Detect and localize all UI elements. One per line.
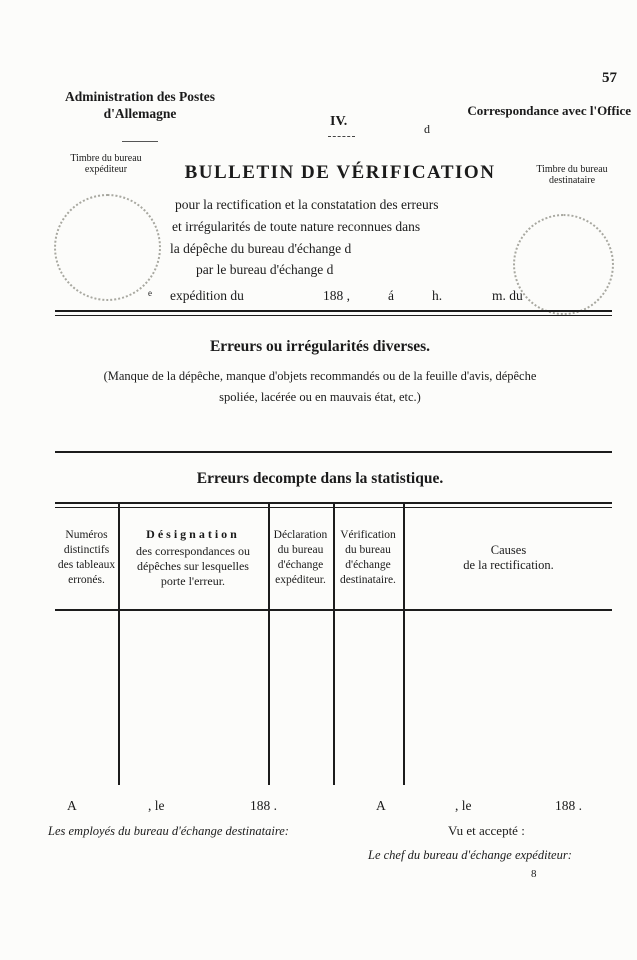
col-header-designation-label: des correspondances ou dépêches sur lesquelles porte l'erreur. xyxy=(136,544,250,588)
intro-line2: et irrégularités de toute nature reconnues dans xyxy=(172,219,421,234)
stamp-left-line2: expéditeur xyxy=(84,164,128,175)
section-numeral: IV. xyxy=(330,114,348,129)
col-header-causes-line1: Causes xyxy=(490,543,527,557)
expedition-ordinal-sup: e xyxy=(148,288,152,298)
stats-top-rule xyxy=(55,451,612,453)
admin-line1: Administration des Postes xyxy=(64,89,215,104)
expedition-year: 188 , xyxy=(323,288,350,303)
correspondence-label: Correspondance avec l'Office xyxy=(467,103,631,118)
expedition-hour: h. xyxy=(432,288,443,303)
sig-right-le: , le xyxy=(455,798,472,813)
section-numeral-underline xyxy=(328,136,355,137)
stamp-area-destinataire xyxy=(513,214,614,315)
form-title: BULLETIN DE VÉRIFICATION xyxy=(184,162,496,183)
expedition-at: á xyxy=(388,288,394,303)
stats-heading: Erreurs decompte dans la statistique. xyxy=(196,470,444,487)
stamp-caption-right xyxy=(512,164,632,186)
admin-block xyxy=(45,88,235,122)
col-header-designation xyxy=(120,508,266,608)
stamp-area-expediteur xyxy=(54,194,161,301)
expedition-line xyxy=(148,288,152,306)
stamp-right-line2: destinataire xyxy=(548,175,596,186)
footer-mark: 8 xyxy=(531,868,537,880)
expedition-min: m. du xyxy=(492,288,523,303)
stamp-caption-left xyxy=(56,153,156,175)
admin-underline xyxy=(122,141,158,142)
col-header-causes-line2: de la rectification. xyxy=(463,558,554,572)
correspondence-blank-d: d xyxy=(424,122,430,136)
admin-line2: d'Allemagne xyxy=(103,106,177,121)
errors-heading: Erreurs ou irrégularités diverses. xyxy=(209,338,431,355)
errors-note-line1: (Manque de la dépêche, manque d'objets recommandés ou de la feuille d'avis, dépêche xyxy=(103,369,537,383)
intro-line3: la dépêche du bureau d'échange d xyxy=(170,241,352,256)
sig-left-le: , le xyxy=(148,798,165,813)
col-header-numeros xyxy=(55,508,118,608)
intro-line4: par le bureau d'échange d xyxy=(196,262,334,277)
col-header-declaration-label: Déclaration du bureau d'échange expéditeur. xyxy=(273,529,328,586)
expedition-label: expédition du xyxy=(170,288,244,303)
intro-line1: pour la rectification et la constatation des erreurs xyxy=(175,197,439,212)
stamp-left-line1: Timbre du bureau xyxy=(70,153,142,164)
page-number: 57 xyxy=(602,70,617,86)
col-header-designation-title: Désignation xyxy=(146,527,240,541)
col-header-causes xyxy=(405,508,612,608)
sig-left-year: 188 . xyxy=(250,798,277,813)
col-header-verification-label: Vérification du bureau d'échange destinataire. xyxy=(340,529,396,586)
header-double-rule xyxy=(55,310,612,316)
sig-right-accepted: Vu et accepté : xyxy=(448,823,525,838)
sig-right-a: A xyxy=(376,798,386,813)
sig-left-role: Les employés du bureau d'échange destinataire: xyxy=(48,824,289,838)
sig-right-role: Le chef du bureau d'échange expéditeur: xyxy=(368,848,572,862)
col-header-verification xyxy=(335,508,401,608)
stamp-right-line1: Timbre du bureau xyxy=(536,164,608,175)
sig-left-a: A xyxy=(67,798,77,813)
col-header-declaration xyxy=(270,508,331,608)
errors-note-line2: spoliée, lacérée ou en mauvais état, etc.) xyxy=(219,390,421,404)
sig-right-year: 188 . xyxy=(555,798,582,813)
col-header-numeros-label: Numéros distinctifs des tableaux erronés. xyxy=(57,529,116,586)
table-header-bottom-rule xyxy=(55,609,612,611)
